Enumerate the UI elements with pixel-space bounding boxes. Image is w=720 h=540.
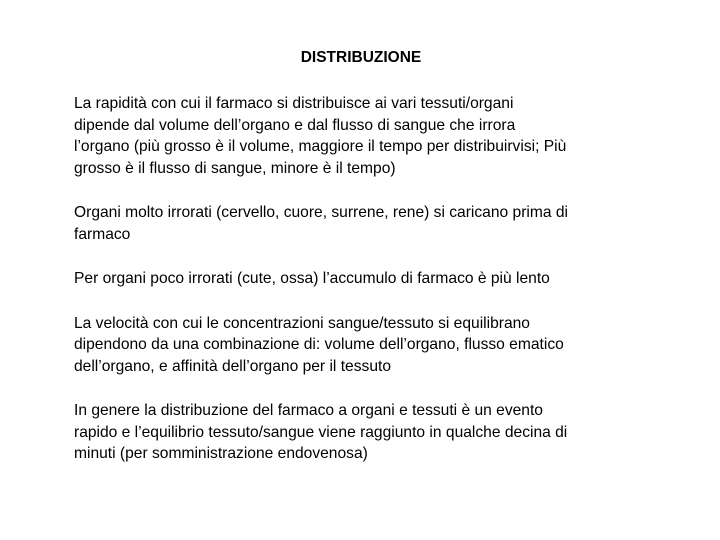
slide-title <box>0 48 720 68</box>
paragraph-highly-perfused <box>74 202 674 245</box>
paragraph-line: l’organo (più grosso è il volume, maggiore il tempo per distribuirvisi; Più <box>74 138 567 155</box>
paragraph-line: dipende dal volume dell’organo e dal flusso di sangue che irrora <box>74 116 516 134</box>
paragraph-poorly-perfused <box>74 268 674 290</box>
slide-title-text: DISTRIBUZIONE <box>300 49 422 66</box>
paragraph-line: Per organi poco irrorati (cute, ossa) l’accumulo di farmaco è più lento <box>74 270 550 287</box>
paragraph-line: La velocità con cui le concentrazioni sangue/tessuto si equilibrano <box>74 314 530 332</box>
paragraph-line: In genere la distribuzione del farmaco a organi e tessuti è un evento <box>74 402 543 419</box>
paragraph-line: farmaco <box>74 225 131 243</box>
paragraph-line: grosso è il flusso di sangue, minore è il tempo) <box>74 159 396 177</box>
slide-body <box>74 93 674 488</box>
paragraph-line: rapido e l’equilibrio tessuto/sangue viene raggiunto in qualche decina di <box>74 423 568 441</box>
paragraph-line: dell’organo, e affinità dell’organo per il tessuto <box>74 357 391 375</box>
paragraph-line: minuti (per somministrazione endovenosa) <box>74 445 368 462</box>
paragraph-line: dipendono da una combinazione di: volume dell’organo, flusso ematico <box>74 336 564 353</box>
paragraph-equilibrium-speed <box>74 313 674 378</box>
paragraph-line: La rapidità con cui il farmaco si distribuisce ai vari tessuti/organi <box>74 95 514 112</box>
paragraph-line: Organi molto irrorati (cervello, cuore, surrene, rene) si caricano prima di <box>74 204 568 221</box>
paragraph-general <box>74 400 674 465</box>
paragraph-rapidity <box>74 93 674 179</box>
